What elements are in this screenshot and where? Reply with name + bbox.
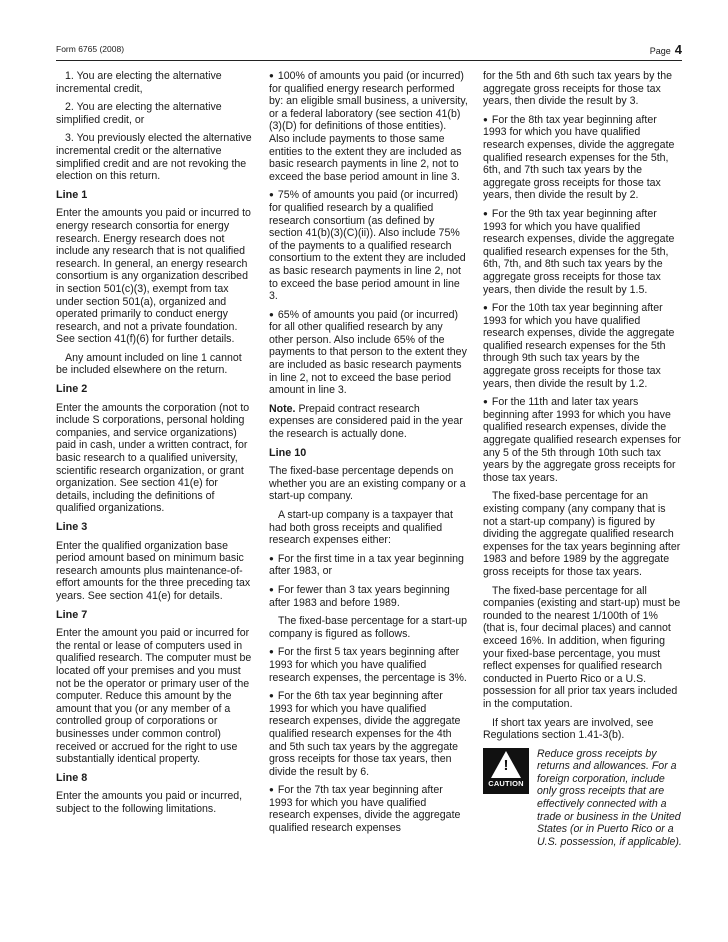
heading-line-10: Line 10 [269, 446, 307, 459]
bullet-first-time: ● For the first time in a tax year beginning after 1983, or [269, 553, 468, 578]
bullet-6th-year: ● For the 6th tax year beginning after 1993 for which you have qualified research expenses, divide the aggregate qualified research expenses for the 4th and 5th such tax years by the aggregate gross receipts for those tax years, then divide the result by 6. [269, 690, 468, 778]
exclamation-mark: ! [503, 756, 509, 774]
bullet-9th-year: ● For the 9th tax year beginning after 1993 for which you have qualified research expenses, divide the aggregate qualified research expenses for the 5th, 6th, 7th, and 8th such tax years by the aggregate gross receipts for those tax years, then divide the result by 1.5. [483, 208, 682, 296]
heading-line-7: Line 7 [56, 608, 88, 621]
line-3-text: Enter the qualified organization base period amount based on minimum basic research amounts plus maintenance-of-effort amounts for the three preceding tax years. See section 41(e) for details. [56, 539, 251, 602]
line-7-text: Enter the amount you paid or incurred for the rental or lease of computers used in qualified research. The computer must be located off your premises and you must not be the operator or primary user of the computer. Reduce this amount by the amount that you (or any member of a controlled group of corporations or businesses under common control) received or accrued for the right to use substantially identical property. [56, 627, 252, 766]
caution-box [483, 748, 682, 849]
election-item-2: 2. You are electing the alternative simplified credit, or [56, 101, 222, 126]
prepaid-note [269, 403, 468, 441]
column-2 [269, 70, 468, 841]
caution-label: CAUTION [488, 779, 524, 789]
note-label: Note. [269, 402, 296, 415]
heading-line-3: Line 3 [56, 521, 88, 533]
bullet-fewer-than-3: ● For fewer than 3 tax years beginning after 1983 and before 1989. [269, 584, 468, 609]
bullet-7th-year: ● For the 7th tax year beginning after 1993 for which you have qualified research expenses, divide the aggregate qualified research expenses [269, 784, 468, 834]
heading-line-2: Line 2 [56, 383, 88, 396]
page-label: Page [649, 46, 671, 56]
column-1 [56, 70, 254, 821]
line-2-text: Enter the amounts the corporation (not to include S corporations, personal holding companies, and service organizations) paid in cash, under a written contract, for basic research to a qualified university, scientific research organization, or grant organization. See section 41(e) for details, including the definitions of qualified organizations. [56, 401, 250, 515]
election-item-3: 3. You previously elected the alternative incremental credit or the alternative simplified credit and are not revoking the election on this return. [56, 132, 252, 183]
line-1-text: Enter the amounts you paid or incurred to energy research consortia for energy research. Energy research does not include any research that is not qualified research. In general, an energy research consortium is any organization described in section 501(c)(3), exempt from tax under section 501(a), organized and operated primarily to conduct energy research, and not a private foundation. See section 41(f)(6) for further details. [56, 207, 251, 346]
page-indicator [650, 42, 682, 57]
election-item-1: 1. You are electing the alternative incremental credit, [56, 70, 222, 95]
form-identifier: Form 6765 (2008) [56, 44, 125, 54]
line-1-note: Any amount included on line 1 cannot be included elsewhere on the return. [56, 351, 242, 377]
bullet-first-5-years: ● For the first 5 tax years beginning after 1993 for which you have qualified research expenses, the percentage is 3%. [269, 646, 468, 684]
caution-icon [483, 748, 529, 794]
bullet-100-percent: ● 100% of amounts you paid (or incurred) for qualified energy research performed by: an eligible small business, a university, or a federal laboratory (see section 41(b)(3)(D) for definitions of those entities). Also include payments to those same entities to the extent they are included as basic research payments in line 2, not to exceed the base period amount in line 3. [269, 70, 468, 183]
bullet-65-percent: ● 65% of amounts you paid (or incurred) for all other qualified research by any other person. Also include 65% of the payments to that person to the extent they are included as basic research payments in line 2, not to exceed the base period amount in line 3. [269, 309, 468, 397]
startup-fixed-base: The fixed-base percentage for a start-up company is figured as follows. [269, 615, 468, 640]
note-text: Prepaid contract research expenses are considered paid in the year the research is actually done. [269, 402, 463, 441]
bullet-8th-year: ● For the 8th tax year beginning after 1993 for which you have qualified research expenses, divide the aggregate qualified research expenses for the 5th, 6th, and 7th such tax years by the aggregate gross receipts for those tax years, then divide the result by 2. [483, 114, 682, 202]
line-8-text: Enter the amounts you paid or incurred, subject to the following limitations. [56, 790, 243, 815]
caution-text: Reduce gross receipts by returns and allowances. For a foreign corporation, include only gross receipts that are effectively connected with a trade or business in the United States (or in Puerto Rico or a U.S. possession, if applicable). [537, 747, 682, 848]
column-3 [483, 70, 682, 848]
heading-line-1: Line 1 [56, 188, 88, 201]
bullet-10th-year: ● For the 10th tax year beginning after 1993 for which you have qualified research expenses, divide the aggregate qualified research expenses for the 5th through 9th such tax years by the aggregate gross receipts for those tax years, then divide the result by 1.2. [483, 302, 682, 390]
startup-definition: A start-up company is a taxpayer that had both gross receipts and qualified research expenses either: [269, 509, 453, 547]
page-number: 4 [674, 42, 682, 57]
page-header [56, 42, 682, 58]
line-10-intro: The fixed-base percentage depends on whether you are an existing company or a start-up company. [269, 465, 466, 503]
heading-line-8: Line 8 [56, 771, 88, 784]
short-tax-years: If short tax years are involved, see Regulations section 1.41-3(b). [483, 716, 654, 742]
bullet-11th-year: ● For the 11th and later tax years beginning after 1993 for which you have qualified research expenses, divide the aggregate qualified research expenses for any 5 of the 5th through 10th such tax years by the aggregate gross receipts for those tax years. [483, 396, 682, 484]
bullet-75-percent: ● 75% of amounts you paid (or incurred) for qualified research by a qualified research consortium (as defined by section 41(b)(3)(C)(ii)). Also include 75% of the payments to a qualified research consortium to the extent they are included as basic research payments in line 2, not to exceed the base period amount in line 3. [269, 189, 468, 302]
7th-year-continued: for the 5th and 6th such tax years by the aggregate gross receipts for those tax years, then divide the result by 3. [483, 70, 673, 108]
header-rule [56, 60, 682, 61]
existing-company-fixed-base: The fixed-base percentage for an existing company (any company that is not a start-up company) is figured by dividing the aggregate qualified research expenses for the tax years beginning after 1983 and before 1989 by the aggregate gross receipts for those tax years. [483, 490, 681, 578]
rounding-rule: The fixed-base percentage for all companies (existing and start-up) must be rounded to the nearest 1/100th of 1% (that is, four decimal places) and cannot exceed 16%. In addition, when figuring your fixed-base percentage, you must reflect expenses for qualified research conducted in Puerto Rico or a U.S. possession for all prior tax years included in the computation. [483, 584, 681, 710]
